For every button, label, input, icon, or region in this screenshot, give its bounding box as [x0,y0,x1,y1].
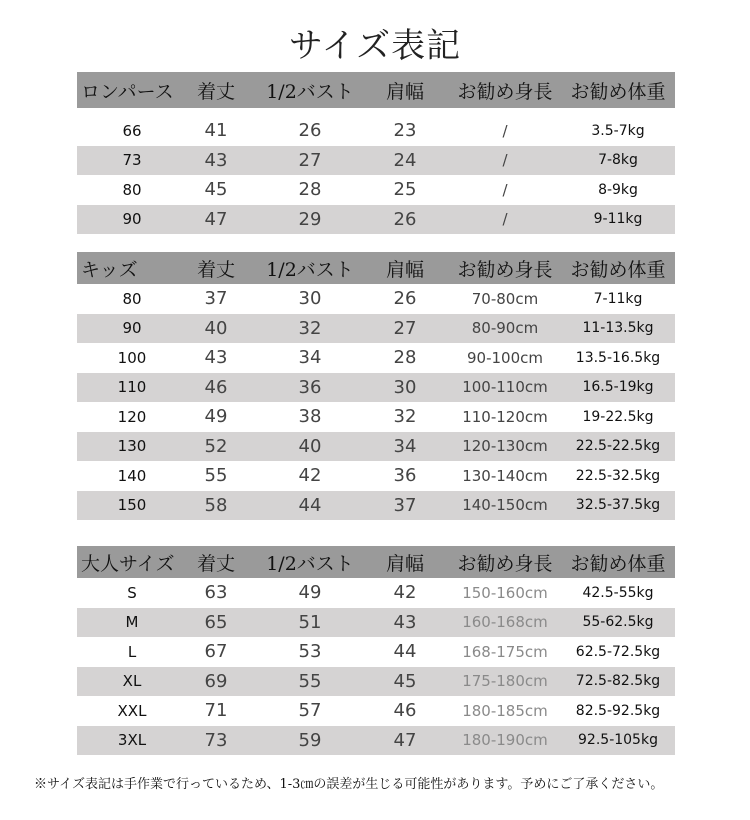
header-size: 大人サイズ [81,552,175,575]
cell-length: 45 [204,179,228,201]
cell-length: 41 [204,120,228,142]
header-size: ロンパース [81,80,174,103]
cell-height: 140-150cm [462,496,548,515]
cell-shoulder: 25 [393,179,417,201]
header-height: お勧め身長 [457,80,553,103]
table-row [77,461,675,491]
cell-length: 69 [204,670,228,692]
cell-weight: 13.5-16.5kg [575,349,661,366]
cell-size: M [125,613,139,632]
cell-size: 90 [122,319,142,338]
cell-length: 65 [204,611,228,633]
table-row [77,637,675,667]
cell-size: S [127,583,137,602]
cell-length: 67 [204,641,228,663]
cell-height: 120-130cm [462,437,548,456]
table-row [77,608,675,638]
cell-shoulder: 26 [393,208,417,230]
cell-weight: 72.5-82.5kg [575,673,661,690]
cell-size: 100 [117,348,147,367]
cell-weight: 3.5-7kg [591,122,645,139]
header-weight: お勧め体重 [570,552,666,575]
header-length: 着丈 [196,80,235,103]
cell-weight: 62.5-72.5kg [575,643,661,660]
cell-weight: 11-13.5kg [582,320,654,337]
cell-size: 130 [117,437,147,456]
cell-height: 160-168cm [462,613,548,632]
cell-weight: 19-22.5kg [582,408,654,425]
cell-size: 140 [117,466,147,485]
cell-bust: 28 [298,179,322,201]
cell-bust: 34 [298,347,322,369]
cell-length: 40 [204,317,228,339]
cell-weight: 7-8kg [598,152,638,169]
table-row [77,116,675,146]
cell-height: 80-90cm [471,319,539,338]
cell-size: 73 [122,151,142,170]
header-height: お勧め身長 [457,552,553,575]
cell-height: / [502,151,508,170]
cell-shoulder: 42 [393,582,417,604]
header-shoulder: 肩幅 [385,552,424,575]
cell-shoulder: 36 [393,465,417,487]
cell-shoulder: 43 [393,611,417,633]
table-row [77,314,675,344]
cell-length: 71 [204,700,228,722]
table-row [77,343,675,373]
cell-bust: 36 [298,376,322,398]
table-row [77,491,675,521]
cell-length: 47 [204,208,228,230]
table-row [77,402,675,432]
cell-shoulder: 47 [393,729,417,751]
cell-bust: 42 [298,465,322,487]
cell-size: 110 [117,378,147,397]
cell-height: 180-190cm [462,731,548,750]
cell-bust: 44 [298,494,322,516]
cell-height: 110-120cm [462,407,548,426]
cell-height: 150-160cm [462,583,548,602]
cell-height: 180-185cm [462,701,548,720]
cell-height: 130-140cm [462,466,548,485]
cell-weight: 82.5-92.5kg [575,702,661,719]
cell-shoulder: 24 [393,149,417,171]
cell-length: 58 [204,494,228,516]
cell-shoulder: 45 [393,670,417,692]
header-weight: お勧め体重 [570,258,666,281]
cell-size: 150 [117,496,147,515]
table-row [77,146,675,176]
table-row [77,667,675,697]
cell-shoulder: 28 [393,347,417,369]
cell-weight: 22.5-22.5kg [575,438,661,455]
romper-size-table [77,72,675,234]
cell-length: 55 [204,465,228,487]
header-shoulder: 肩幅 [385,80,424,103]
cell-size: 80 [122,180,142,199]
cell-shoulder: 37 [393,494,417,516]
cell-shoulder: 34 [393,435,417,457]
cell-shoulder: 44 [393,641,417,663]
cell-shoulder: 32 [393,406,417,428]
cell-bust: 57 [298,700,322,722]
header-size: キッズ [81,258,138,281]
table-row [77,432,675,462]
cell-bust: 30 [298,288,322,310]
cell-height: / [502,210,508,229]
cell-bust: 26 [298,120,322,142]
header-shoulder: 肩幅 [385,258,424,281]
cell-height: 168-175cm [462,642,548,661]
cell-height: / [502,180,508,199]
cell-weight: 42.5-55kg [582,584,654,601]
cell-size: 3XL [117,731,147,750]
cell-bust: 51 [298,611,322,633]
cell-length: 49 [204,406,228,428]
header-bust: 1/2バスト [266,258,354,281]
table-row [77,175,675,205]
footnote: ※サイズ表記は手作業で行っているため、1-3㎝の誤差が生じる可能性があります。予めにご了承ください。 [34,777,664,792]
cell-size: 120 [117,407,147,426]
table-row [77,696,675,726]
cell-bust: 29 [298,208,322,230]
cell-size: 66 [122,121,142,140]
cell-shoulder: 30 [393,376,417,398]
cell-shoulder: 27 [393,317,417,339]
cell-bust: 53 [298,641,322,663]
cell-weight: 92.5-105kg [578,732,658,749]
cell-weight: 7-11kg [593,290,643,307]
cell-shoulder: 26 [393,288,417,310]
header-length: 着丈 [196,552,235,575]
cell-height: 175-180cm [462,672,548,691]
cell-length: 46 [204,376,228,398]
header-bust: 1/2バスト [266,80,354,103]
cell-bust: 55 [298,670,322,692]
cell-bust: 38 [298,406,322,428]
cell-weight: 32.5-37.5kg [575,497,661,514]
kids-size-table [77,252,675,520]
cell-height: 70-80cm [471,289,539,308]
cell-size: 80 [122,289,142,308]
cell-length: 73 [204,729,228,751]
cell-size: XL [122,672,142,691]
cell-length: 63 [204,582,228,604]
cell-weight: 8-9kg [598,181,638,198]
header-height: お勧め身長 [457,258,553,281]
cell-length: 37 [204,288,228,310]
cell-height: / [502,121,508,140]
cell-shoulder: 23 [393,120,417,142]
cell-length: 43 [204,347,228,369]
cell-length: 52 [204,435,228,457]
cell-bust: 49 [298,582,322,604]
cell-weight: 55-62.5kg [582,614,654,631]
cell-weight: 9-11kg [593,211,643,228]
table-header [77,546,675,578]
cell-height: 100-110cm [462,378,548,397]
table-header [77,72,675,108]
table-row [77,205,675,235]
cell-weight: 16.5-19kg [582,379,654,396]
adult-size-table [77,546,675,755]
cell-bust: 40 [298,435,322,457]
table-row [77,373,675,403]
cell-length: 43 [204,149,228,171]
cell-shoulder: 46 [393,700,417,722]
table-row [77,726,675,756]
cell-bust: 27 [298,149,322,171]
table-header [77,252,675,284]
header-weight: お勧め体重 [570,80,666,103]
table-row [77,284,675,314]
cell-weight: 22.5-32.5kg [575,467,661,484]
cell-size: L [127,642,137,661]
cell-size: 90 [122,210,142,229]
cell-bust: 59 [298,729,322,751]
cell-height: 90-100cm [467,348,543,367]
page-title: サイズ表記 [288,26,462,66]
header-length: 着丈 [196,258,235,281]
header-bust: 1/2バスト [266,552,354,575]
table-row [77,578,675,608]
cell-bust: 32 [298,317,322,339]
cell-size: XXL [117,701,147,720]
